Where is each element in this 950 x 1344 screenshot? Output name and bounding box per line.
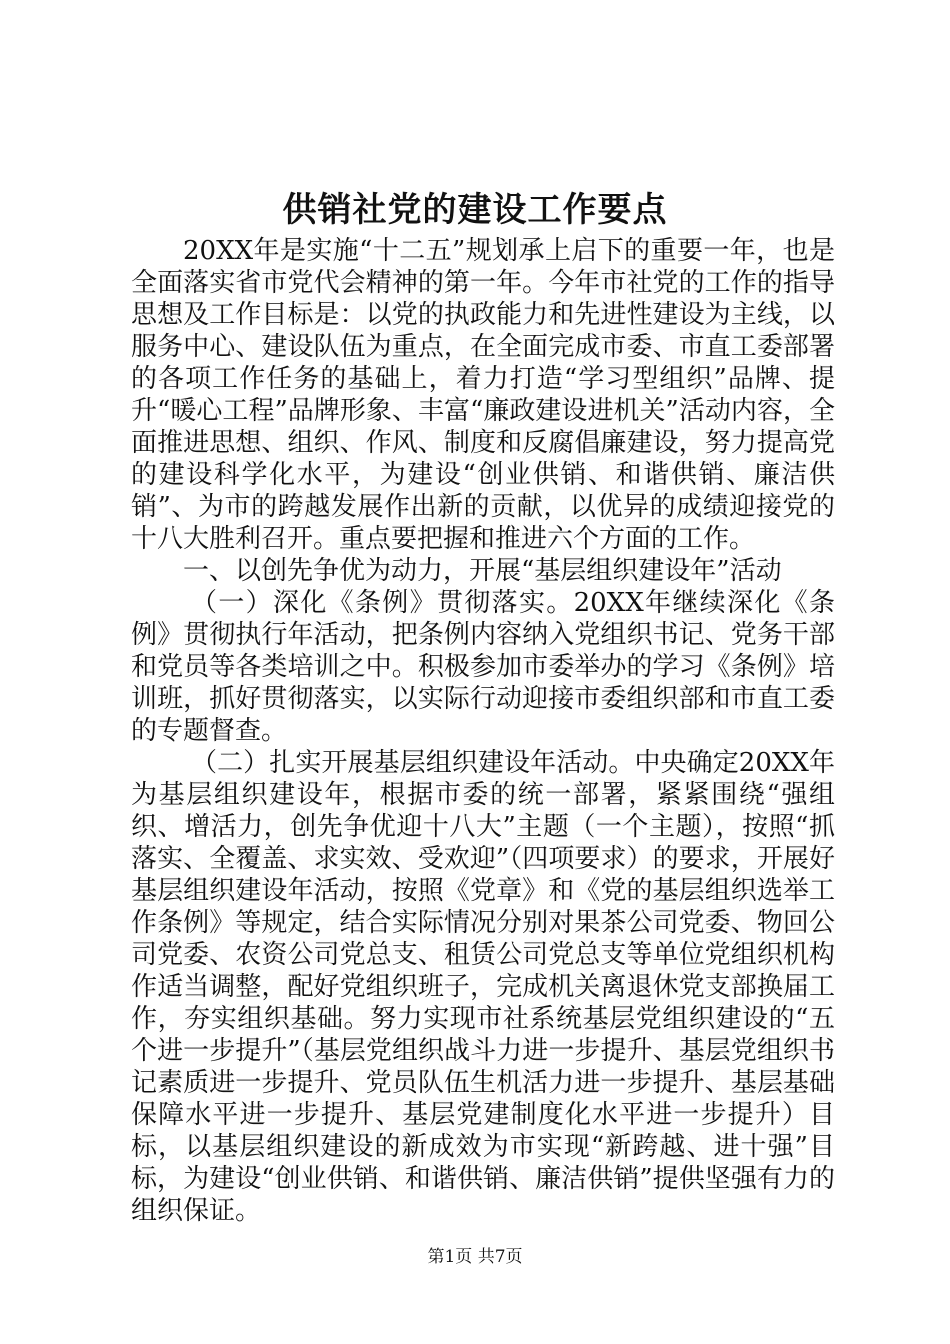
page-footer: 第1页 共7页 xyxy=(427,1247,523,1267)
subsection-paragraph-2: （二）扎实开展基层组织建设年活动。中央确定20XX年为基层组织建设年，根据市委的统一部署，紧紧围绕“强组织、增活力，创先争优迎十八大”主题（一个主题），按照“抓落实、全覆盖、求实效、受欢迎”（四项要求）的要求，开展好基层组织建设年活动，按照《党章》和《党的基层组织选举工作条例》等规定，结合实际情况分别对果茶公司党委、物回公司党委、农资公司党总支、租赁公司党总支等单位党组织机构作适当调整，配好党组织班子，完成机关离退休党支部换届工作，夯实组织基础。努力实现市社系统基层党组织建设的“五个进一步提升”（基层党组织战斗力进一步提升、基层党组织书记素质进一步提升、党员队伍生机活力进一步提升、基层基础保障水平进一步提升、基层党建制度化水平进一步提升）目标，以基层组织建设的新成效为市实现“新跨越、进十强”目标，为建设“创业供销、和谐供销、廉洁供销”提供坚强有力的组织保证。 xyxy=(131,748,835,1226)
document-title: 供销社党的建设工作要点 xyxy=(282,190,668,230)
section-heading-1: 一、以创先争优为动力，开展“基层组织建设年”活动 xyxy=(183,556,782,586)
subsection-paragraph-1: （一）深化《条例》贯彻落实。20XX年继续深化《条例》贯彻执行年活动，把条例内容纳入党组织书记、党务干部和党员等各类培训之中。积极参加市委举办的学习《条例》培训班，抓好贯彻落实，以实际行动迎接市委组织部和市直工委的专题督查。 xyxy=(131,588,835,746)
document-body xyxy=(131,235,835,1227)
intro-paragraph: 20XX年是实施“十二五”规划承上启下的重要一年，也是全面落实省市党代会精神的第一年。今年市社党的工作的指导思想及工作目标是：以党的执政能力和先进性建设为主线，以服务中心、建设队伍为重点，在全面完成市委、市直工委部署的各项工作任务的基础上，着力打造“学习型组织”品牌、提升“暖心工程”品牌形象、丰富“廉政建设进机关”活动内容，全面推进思想、组织、作风、制度和反腐倡廉建设，努力提高党的建设科学化水平，为建设“创业供销、和谐供销、廉洁供销”、为市的跨越发展作出新的贡献，以优异的成绩迎接党的十八大胜利召开。重点要把握和推进六个方面的工作。 xyxy=(131,236,835,554)
